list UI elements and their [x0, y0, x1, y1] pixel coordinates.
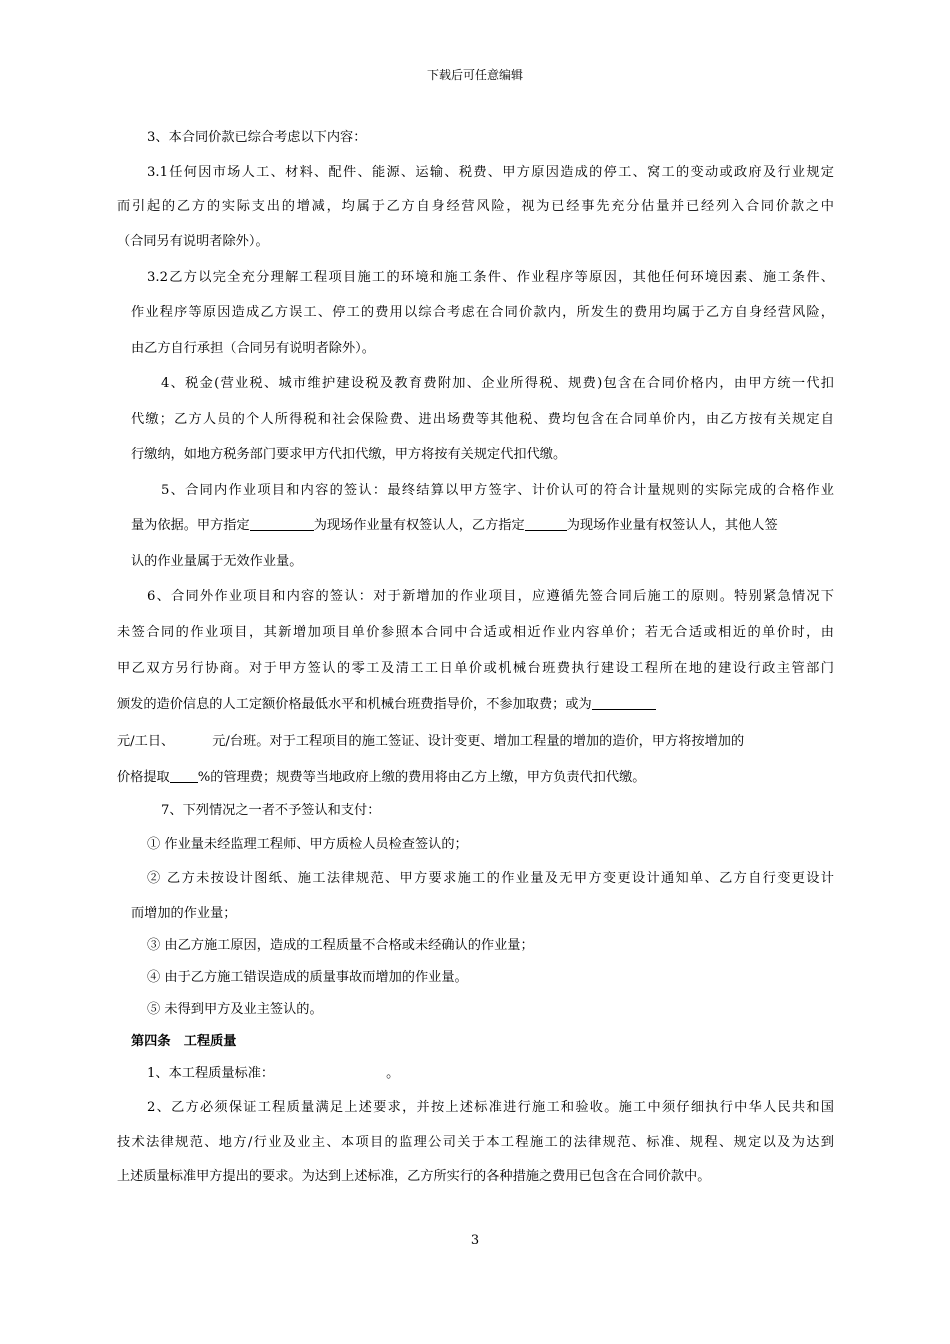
clause-7-item-2-line-1: ② 乙方未按设计图纸、施工法律规范、甲方要求施工的作业量及无甲方变更设计通知单、乙方自行变更设计 [147, 871, 834, 886]
quality-clause-line-1: 2、乙方必须保证工程质量满足上述要求，并按上述标准进行施工和验收。施工中须仔细执行中华人民共和国 [147, 1100, 834, 1115]
management-fee-blank[interactable] [170, 768, 198, 783]
clause-7-intro: 7、下列情况之一者不予签认和支付： [161, 803, 381, 818]
clause-6-text-a: 颁发的造价信息的人工定额价格最低水平和机械台班费指导价，不参加取费；或为 [117, 697, 592, 712]
clause-6-line-5 [117, 732, 834, 752]
clause-6-text-c: 元/台班。对于工程项目的施工签证、设计变更、增加工程量的增加的造价，甲方将按增加的 [212, 734, 745, 749]
quality-standard-label: 1、本工程质量标准： [147, 1066, 275, 1081]
clause-3-2-line-2: 作业程序等原因造成乙方误工、停工的费用以综合考虑在合同价款内，所发生的费用均属于乙方自身经营风险， [131, 305, 834, 320]
clause-6-line-4 [117, 695, 656, 715]
clause-7-item-3: ③ 由乙方施工原因，造成的工程质量不合格或未经确认的作业量； [147, 938, 534, 953]
quality-standard-end: 。 [386, 1066, 400, 1081]
clause-7-item-2-line-2: 而增加的作业量； [131, 906, 237, 921]
clause-5-text-c: 为现场作业量有权签认人，其他人签 [566, 518, 778, 533]
clause-4-line-3: 行缴纳，如地方税务部门要求甲方代扣代缴，甲方将按有关规定代扣代缴。 [131, 447, 567, 462]
clause-3-2-line-1: 3.2乙方以完全充分理解工程项目施工的环境和施工条件、作业程序等原因，其他任何环境因素、施工条件、 [147, 270, 834, 285]
quality-standard-line [147, 1064, 399, 1084]
clause-6-line-2: 未签合同的作业项目，其新增加项目单价参照本合同中合适或相近作业内容单价；若无合适或相近的单价时，由 [117, 625, 834, 640]
quality-clause-line-3: 上述质量标准甲方提出的要求。为达到上述标准，乙方所实行的各种措施之费用已包含在合同价款中。 [117, 1169, 711, 1184]
clause-6-line-3: 甲乙双方另行协商。对于甲方签认的零工及清工工日单价或机械台班费执行建设工程所在地的建设行政主管部门 [117, 661, 834, 676]
rate-blank[interactable] [592, 695, 656, 710]
quality-clause-line-2: 技术法律规范、地方/行业及业主、本项目的监理公司关于本工程施工的法律规范、标准、规程、规定以及为达到 [117, 1135, 834, 1150]
clause-7-item-5: ⑤ 未得到甲方及业主签认的。 [147, 1002, 323, 1017]
clause-3-intro: 3、本合同价款已综合考虑以下内容： [147, 130, 367, 145]
page-number: 3 [470, 1233, 480, 1248]
clause-6-line-1: 6、合同外作业项目和内容的签认：对于新增加的作业项目，应遵循先签合同后施工的原则。特别紧急情况下 [147, 589, 834, 604]
clause-7-item-1: ① 作业量未经监理工程师、甲方质检人员检查签认的； [147, 837, 468, 852]
clause-6-text-b: 元/工日、 [117, 734, 175, 749]
clause-4-line-1: 4、税金(营业税、城市维护建设税及教育费附加、企业所得税、规费)包含在合同价格内，由甲方统一代扣 [161, 376, 834, 391]
clause-5-text-a: 量为依据。甲方指定 [131, 518, 250, 533]
clause-3-1-line-2: 而引起的乙方的实际支出的增减，均属于乙方自身经营风险，视为已经事先充分估量并已经列入合同价款之中 [117, 199, 834, 214]
clause-6-text-d: 价格提取 [117, 770, 170, 785]
page-header: 下载后可任意编辑 [426, 68, 523, 82]
clause-6-line-6 [117, 768, 645, 788]
clause-7-item-4: ④ 由于乙方施工错误造成的质量事故而增加的作业量。 [147, 970, 468, 985]
party-a-signer-blank[interactable] [250, 516, 314, 531]
party-b-signer-blank[interactable] [525, 516, 567, 531]
clause-5-text-b: 为现场作业量有权签认人，乙方指定 [313, 518, 525, 533]
clause-3-1-line-1: 3.1任何因市场人工、材料、配件、能源、运输、税费、甲方原因造成的停工、窝工的变动或政府及行业规定 [147, 165, 834, 180]
clause-3-2-line-3: 由乙方自行承担（合同另有说明者除外）。 [131, 341, 375, 356]
clause-4-line-2: 代缴；乙方人员的个人所得税和社会保险费、进出场费等其他税、费均包含在合同单价内，由乙方按有关规定自 [131, 412, 834, 427]
clause-3-1-line-3: （合同另有说明者除外）。 [117, 234, 269, 249]
clause-5-line-3: 认的作业量属于无效作业量。 [131, 554, 303, 569]
clause-5-line-1: 5、合同内作业项目和内容的签认：最终结算以甲方签字、计价认可的符合计量规则的实际完成的合格作业 [161, 483, 834, 498]
clause-6-text-e: %的管理费；规费等当地政府上缴的费用将由乙方上缴，甲方负责代扣代缴。 [197, 770, 646, 785]
clause-5-line-2 [131, 516, 778, 536]
section-4-heading: 第四条 工程质量 [131, 1034, 237, 1049]
